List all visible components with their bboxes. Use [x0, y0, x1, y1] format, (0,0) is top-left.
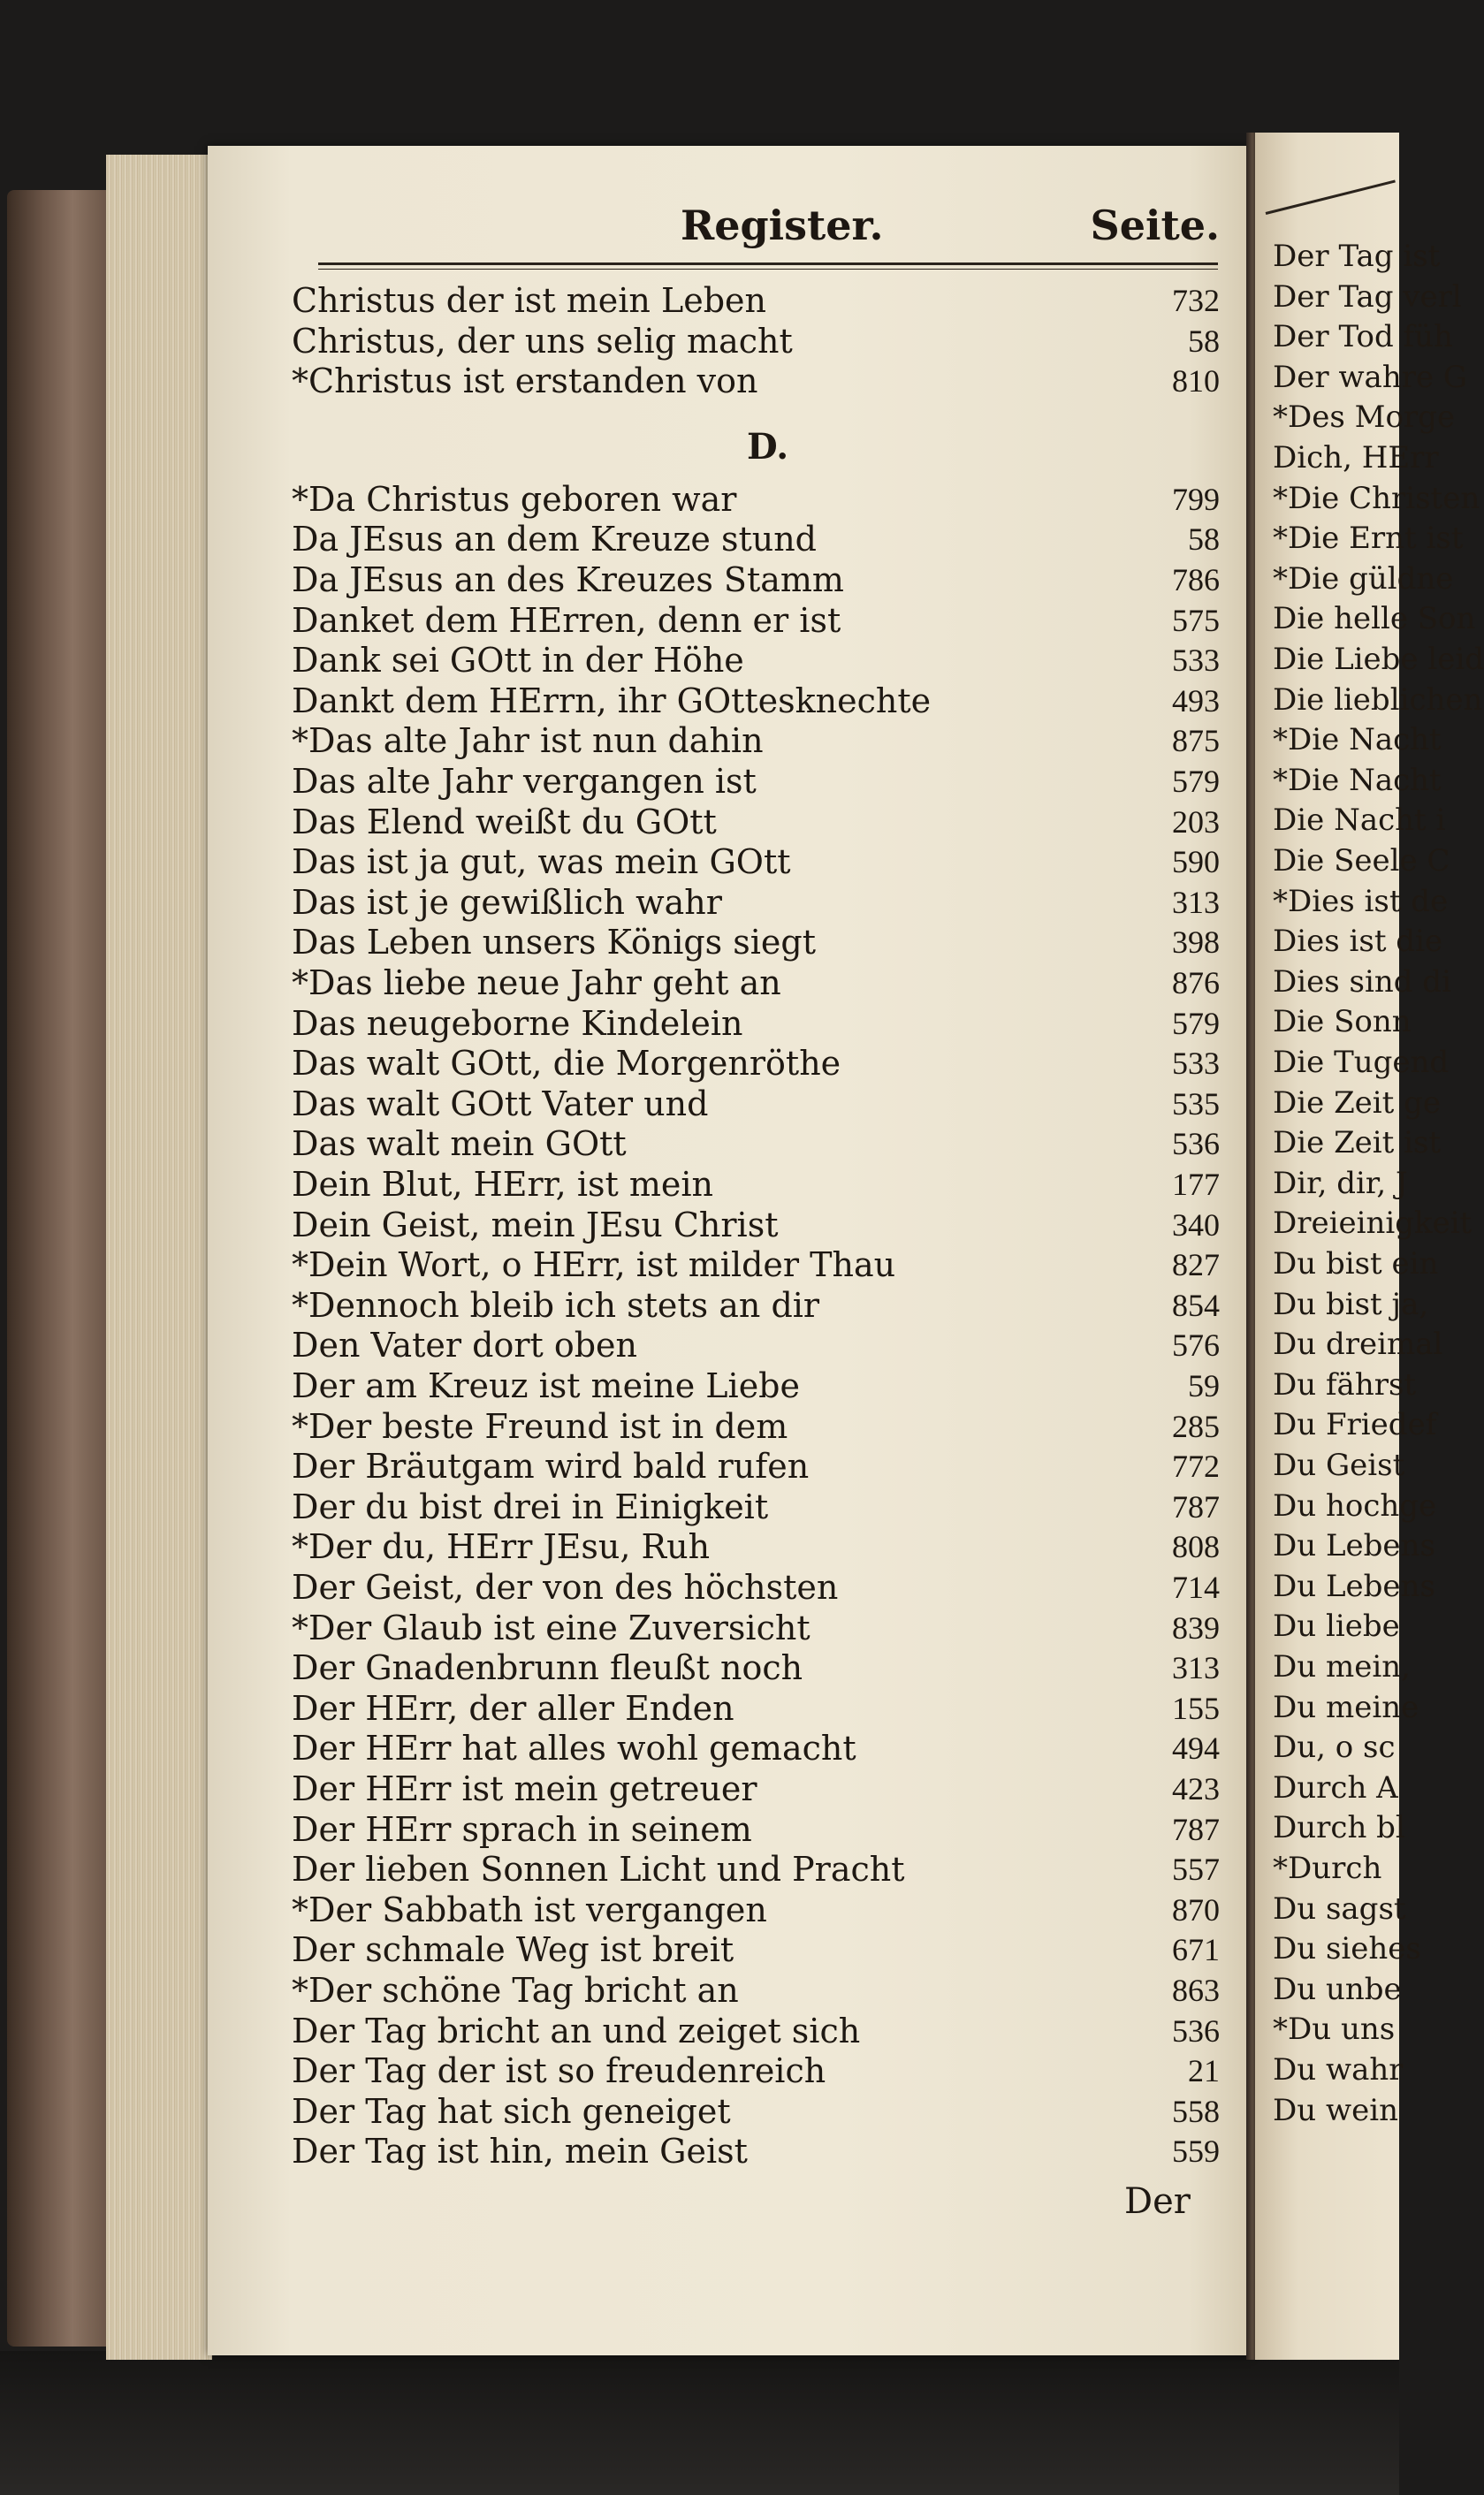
register-entry [292, 1769, 1220, 1808]
page-number: 772 [1172, 1449, 1220, 1485]
register-entry [292, 1971, 1220, 2010]
hymn-title: *Das liebe neue Jahr geht an [292, 963, 781, 1002]
register-entry [292, 2132, 1220, 2171]
header-rule-thin [318, 269, 1218, 270]
right-page-entry-fragment: Der Tag verl [1273, 278, 1462, 315]
page-number: 559 [1172, 2134, 1220, 2170]
section-letter: D. [747, 426, 789, 468]
right-page-entry-fragment: Die lieblichen [1273, 681, 1483, 718]
hymn-title: Da JEsus an dem Kreuze stund [292, 520, 818, 559]
right-page-entry-fragment: *Die güldne [1273, 560, 1454, 597]
page-number: 579 [1172, 1005, 1220, 1041]
register-entry [292, 480, 1220, 519]
hymn-title: *Der Sabbath ist vergangen [292, 1890, 767, 1929]
register-entry [292, 1609, 1220, 1647]
register-entry [292, 2012, 1220, 2050]
right-page-entry-fragment: Die Liebe leid [1273, 642, 1484, 677]
page-number: 285 [1172, 1408, 1220, 1444]
register-entry [292, 963, 1220, 1002]
register-entry [292, 601, 1220, 640]
right-page-entry-fragment: *Des Morge [1273, 399, 1456, 436]
page-number: 590 [1172, 844, 1220, 880]
right-page-entry-fragment: Der Tag ist [1273, 239, 1441, 274]
register-entry [292, 322, 1220, 361]
register-entry [292, 1124, 1220, 1163]
right-page-entry-fragment: Die Sonn [1273, 1004, 1412, 1040]
register-entry [292, 1245, 1220, 1284]
register-entry [292, 842, 1220, 881]
right-page-entry-fragment: Du liebe [1273, 1609, 1400, 1645]
register-entry [292, 2092, 1220, 2131]
page-column-label: Seite. [1090, 202, 1220, 249]
register-entry [292, 1004, 1220, 1043]
register-entry [292, 1930, 1220, 1969]
page-number: 557 [1172, 1852, 1220, 1888]
right-page-entry-fragment: *Du uns [1273, 2012, 1396, 2048]
hymn-title: Das walt GOtt, die Morgenröthe [292, 1044, 841, 1084]
right-page-entry-fragment: Du dreimal [1273, 1327, 1443, 1363]
page-number: 671 [1172, 1932, 1220, 1968]
register-entry [292, 520, 1220, 559]
page-number: 787 [1172, 1811, 1220, 1847]
register-entry [292, 281, 1220, 320]
register-entry [292, 1729, 1220, 1768]
right-page-entry-fragment: Du Lebens [1273, 1528, 1435, 1564]
register-entry [292, 681, 1220, 720]
hymn-title: Den Vater dort oben [292, 1326, 638, 1365]
right-page-entry-fragment: Du Friedef [1273, 1407, 1437, 1443]
right-page-entry-fragment: Du hochge [1273, 1487, 1437, 1524]
page-number: 787 [1172, 1488, 1220, 1525]
hymn-title: Der schmale Weg ist breit [292, 1930, 734, 1970]
register-entry [292, 1206, 1220, 1244]
register-entry [292, 361, 1220, 400]
page-number: 808 [1172, 1529, 1220, 1565]
header-rule [318, 262, 1218, 265]
hymn-title: *Der beste Freund ist in dem [292, 1406, 788, 1446]
page-number: 579 [1172, 764, 1220, 799]
hymn-title: Der HErr ist mein getreuer [292, 1769, 757, 1808]
page-number: 576 [1172, 1327, 1220, 1364]
right-page-entry-fragment: Du wahr [1273, 2052, 1404, 2088]
hymn-title: Der HErr, der aller Enden [292, 1688, 734, 1728]
register-entry [292, 923, 1220, 962]
register-entry [292, 1286, 1220, 1325]
register-entry [292, 2051, 1220, 2090]
register-entry [292, 1487, 1220, 1526]
hymn-title: Da JEsus an des Kreuzes Stamm [292, 560, 844, 599]
right-page-entry-fragment: Dir, dir, J [1273, 1165, 1408, 1201]
right-page-entry-fragment: Du fährst [1273, 1366, 1417, 1403]
page-number: 203 [1172, 803, 1220, 840]
hymn-title: *Dennoch bleib ich stets an dir [292, 1285, 820, 1325]
page-number: 533 [1172, 1046, 1220, 1082]
hymn-title: Das Leben unsers Königs siegt [292, 923, 816, 962]
right-page-entry-fragment: Der Tod füh [1273, 319, 1453, 355]
right-page-column [1266, 239, 1484, 2271]
hymn-title: Der Tag der ist so freudenreich [292, 2051, 826, 2091]
page-number: 494 [1172, 1731, 1220, 1767]
right-page-entry-fragment: Du wein [1273, 2092, 1398, 2128]
right-page-entry-fragment: Du bist ein [1273, 1246, 1439, 1282]
background-bottom [0, 2351, 1399, 2495]
right-page-entry-fragment: *Die Nacht [1273, 762, 1442, 798]
page-number: 810 [1172, 363, 1220, 399]
right-page-entry-fragment: *Die Christen [1273, 480, 1480, 516]
register-entry [292, 1407, 1220, 1446]
right-page-entry-fragment: Dich, HErr [1273, 440, 1439, 475]
hymn-title: *Das alte Jahr ist nun dahin [292, 721, 764, 761]
hymn-title: Das ist ja gut, was mein GOtt [292, 842, 791, 882]
register-entry [292, 1326, 1220, 1365]
hymn-title: Der Gnadenbrunn fleußt noch [292, 1648, 803, 1688]
page-title: Register. [681, 202, 884, 249]
right-page-entry-fragment: Dies ist die [1273, 924, 1443, 960]
hymn-title: Dankt dem HErrn, ihr GOttesknechte [292, 681, 932, 720]
page-number: 423 [1172, 1771, 1220, 1807]
page-number: 732 [1172, 283, 1220, 318]
hymn-title: Das walt GOtt Vater und [292, 1084, 709, 1123]
right-page-entry-fragment: Die helle Son [1273, 601, 1476, 637]
page-number: 313 [1172, 884, 1220, 920]
page-number: 536 [1172, 1126, 1220, 1162]
hymn-title: Der Bräutgam wird bald rufen [292, 1447, 810, 1487]
page-number: 21 [1188, 2053, 1220, 2089]
register-entry [292, 1850, 1220, 1889]
hymn-title: *Dein Wort, o HErr, ist milder Thau [292, 1245, 896, 1285]
hymn-title: Der Tag ist hin, mein Geist [292, 2132, 748, 2172]
hymn-title: Dank sei GOtt in der Höhe [292, 641, 744, 681]
register-entry [292, 641, 1220, 680]
page-number: 59 [1188, 1368, 1220, 1403]
hymn-title: *Christus ist erstanden von [292, 361, 758, 401]
hymn-title: *Der du, HErr JEsu, Ruh [292, 1527, 711, 1567]
register-entry [292, 1366, 1220, 1405]
page-number: 398 [1172, 924, 1220, 961]
hymn-title: Das ist je gewißlich wahr [292, 882, 722, 922]
right-page-entry-fragment: *Die Ernt ist [1273, 521, 1464, 557]
page-number: 536 [1172, 2012, 1220, 2049]
hymn-title: Das neugeborne Kindelein [292, 1003, 743, 1043]
hymn-title: Der HErr sprach in seinem [292, 1809, 752, 1849]
hymn-title: *Der Glaub ist eine Zuversicht [292, 1608, 810, 1647]
right-page-entry-fragment: Durch A [1273, 1769, 1398, 1806]
right-page-entry-fragment: *Durch [1273, 1851, 1382, 1886]
page-number: 876 [1172, 965, 1220, 1000]
hymn-title: Der Geist, der von des höchsten [292, 1568, 839, 1607]
right-page-entry-fragment: Du bist ja, [1273, 1286, 1429, 1322]
page-number: 535 [1172, 1085, 1220, 1122]
hymn-title: Der lieben Sonnen Licht und Pracht [292, 1850, 905, 1890]
hymn-title: Der HErr hat alles wohl gemacht [292, 1729, 856, 1769]
page-number: 340 [1172, 1206, 1220, 1243]
register-entry [292, 883, 1220, 922]
right-page-entry-fragment: Du siehes [1273, 1931, 1421, 1967]
right-page-entry-fragment: Durch bl [1273, 1810, 1405, 1846]
register-entry [292, 560, 1220, 599]
right-page-entry-fragment: Die Tugend [1273, 1045, 1450, 1080]
register-entry [292, 1084, 1220, 1123]
register-entry [292, 1447, 1220, 1486]
hymn-title: Das alte Jahr vergangen ist [292, 762, 757, 801]
page-number: 863 [1172, 1973, 1220, 2008]
page-number: 714 [1172, 1570, 1220, 1605]
right-page-entry-fragment: Du meine [1273, 1689, 1419, 1725]
right-page-entry-fragment: Die Nacht i [1273, 803, 1446, 839]
hymn-title: Danket dem HErren, denn er ist [292, 600, 841, 640]
register-entry [292, 803, 1220, 841]
page-number: 870 [1172, 1891, 1220, 1928]
page-number: 786 [1172, 562, 1220, 597]
page-number: 854 [1172, 1287, 1220, 1323]
hymn-title: Dein Blut, HErr, ist mein [292, 1165, 713, 1204]
page-number: 58 [1188, 521, 1220, 558]
right-page-entry-fragment: Die Seele C [1273, 843, 1450, 879]
right-page-entry-fragment: Die Zeit ge [1273, 1084, 1442, 1121]
register-entry [292, 1890, 1220, 1929]
page-number: 839 [1172, 1609, 1220, 1646]
hymn-title: Das Elend weißt du GOtt [292, 802, 717, 841]
register-entry [292, 1527, 1220, 1566]
right-page-entry-fragment: Du, o sc [1273, 1730, 1396, 1766]
hymn-title: *Der schöne Tag bricht an [292, 1971, 739, 2010]
page-number: 155 [1172, 1690, 1220, 1726]
right-page-entry-fragment: *Dies ist de [1273, 883, 1449, 919]
right-page-entry-fragment: Du unbe [1273, 1971, 1402, 2007]
hymn-title: Das walt mein GOtt [292, 1124, 627, 1164]
page-number: 177 [1172, 1167, 1220, 1202]
right-page-entry-fragment: Der wahre G [1273, 359, 1468, 395]
hymn-title: Der Tag bricht an und zeiget sich [292, 2011, 861, 2050]
hymn-title: Der du bist drei in Einigkeit [292, 1487, 769, 1526]
register-entry [292, 1648, 1220, 1687]
hymn-title: *Da Christus geboren war [292, 479, 737, 519]
right-page-entry-fragment: Du Geist [1273, 1448, 1405, 1483]
page-edges [106, 155, 212, 2360]
register-entry [292, 1689, 1220, 1728]
page-number: 493 [1172, 682, 1220, 719]
right-page-entry-fragment: Du Lebens [1273, 1568, 1435, 1604]
page-number: 827 [1172, 1247, 1220, 1283]
register-entry [292, 1044, 1220, 1083]
page-number: 533 [1172, 643, 1220, 679]
right-page-entry-fragment: Dreieinigkeit [1273, 1206, 1473, 1242]
page-number: 575 [1172, 602, 1220, 638]
register-entry [292, 1810, 1220, 1849]
register-entry [292, 721, 1220, 760]
right-page-entry-fragment: Du mein, [1273, 1649, 1411, 1685]
catchword: Der [1124, 2181, 1191, 2222]
page-number: 875 [1172, 723, 1220, 759]
page-number: 799 [1172, 481, 1220, 517]
page-number: 58 [1188, 323, 1220, 359]
right-page-entry-fragment: Dies sind di [1273, 963, 1451, 1000]
page-header [318, 202, 1220, 255]
page-number: 558 [1172, 2093, 1220, 2129]
hymn-title: Christus der ist mein Leben [292, 281, 766, 320]
register-entry [292, 762, 1220, 801]
hymn-title: Christus, der uns selig macht [292, 321, 793, 361]
page-number: 313 [1172, 1650, 1220, 1686]
register-entry [292, 1568, 1220, 1607]
hymn-title: Der am Kreuz ist meine Liebe [292, 1366, 800, 1405]
hymn-title: Dein Geist, mein JEsu Christ [292, 1205, 779, 1244]
right-page-entry-fragment: Du sagst [1273, 1890, 1406, 1927]
right-page-entry-fragment: Die Zeit ist [1273, 1125, 1442, 1161]
hymn-title: Der Tag hat sich geneiget [292, 2091, 731, 2131]
register-entry [292, 1165, 1220, 1204]
right-page-entry-fragment: *Die Nacht [1273, 722, 1442, 758]
